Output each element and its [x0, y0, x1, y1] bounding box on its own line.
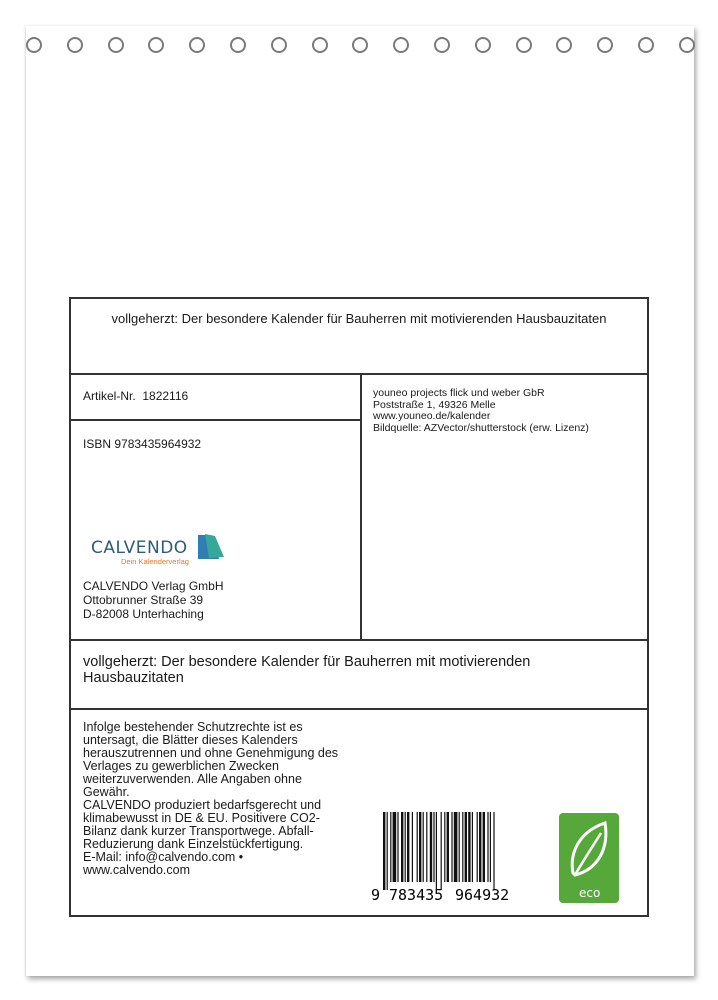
logo-tagline: Dein Kalenderverlag [121, 557, 189, 566]
calendar-title-repeat: vollgeherzt: Der besondere Kalender für Bauherren mit motivierenden Hausbauzitaten [83, 654, 531, 686]
barcode-bar [447, 812, 449, 882]
barcode-bar [468, 812, 470, 882]
binding-ring [271, 37, 287, 53]
binding-ring [516, 37, 532, 53]
binding-ring [556, 37, 572, 53]
barcode-bar [459, 812, 460, 882]
binding-ring [597, 37, 613, 53]
barcode-bar [423, 812, 424, 882]
barcode-bar [451, 812, 452, 882]
leaf-icon [572, 823, 606, 875]
legal-line: untersagt, die Blätter dieses Kalenders [83, 733, 298, 747]
article-number: Artikel-Nr. 1822116 [83, 389, 189, 403]
barcode-bar [401, 812, 403, 882]
legal-notice [83, 721, 363, 877]
divider [71, 419, 361, 421]
legal-line: Bilanz dank kurzer Transportwege. Abfall- [83, 824, 314, 838]
binding-ring [148, 37, 164, 53]
legal-line: Gewähr. [83, 785, 130, 799]
barcode-bar [444, 812, 445, 882]
legal-line: herauszutrennen und ohne Genehmigung des [83, 746, 339, 760]
binding-rings [0, 30, 718, 64]
barcode-bar [483, 812, 485, 882]
isbn-text: ISBN 9783435964932 [83, 437, 202, 451]
barcode-bar [405, 812, 406, 882]
barcode-bar [490, 812, 491, 882]
divider [360, 373, 362, 641]
barcode-bar [454, 812, 458, 882]
barcode-digits-group1: 783435 [389, 886, 444, 904]
barcode-bar [433, 812, 434, 882]
legal-line: weiterzuverwenden. Alle Angaben ohne [83, 772, 302, 786]
eco-label: eco [579, 886, 601, 900]
legal-line: CALVENDO produziert bedarfsgerecht und [83, 798, 322, 812]
logo-wordmark: CALVENDO [91, 538, 188, 558]
binding-ring [679, 37, 695, 53]
calvendo-logo [91, 532, 231, 573]
info-frame [69, 297, 649, 917]
barcode-bar [426, 812, 427, 882]
barcode-bar [397, 812, 398, 882]
binding-ring [475, 37, 491, 53]
barcode-bar [419, 812, 421, 882]
binding-ring [230, 37, 246, 53]
divider [71, 373, 647, 375]
binding-ring [393, 37, 409, 53]
barcode-bar [487, 812, 488, 882]
barcode-bar [383, 812, 385, 890]
divider [71, 708, 647, 710]
barcode-bar [407, 812, 409, 882]
binding-ring [108, 37, 124, 53]
barcode-digit-first: 9 [371, 886, 381, 904]
barcode-bar [393, 812, 397, 882]
barcode-digits-group2: 964932 [455, 886, 510, 904]
divider [71, 639, 647, 641]
barcode-bar [477, 812, 478, 882]
calendar-title: vollgeherzt: Der besondere Kalender für Bauherren mit motivierenden Hausbauzitaten [111, 311, 607, 326]
barcode-bar [493, 812, 494, 890]
barcode-bar [479, 812, 481, 882]
binding-ring [312, 37, 328, 53]
barcode-bar [390, 812, 391, 882]
binding-ring [26, 37, 42, 53]
legal-line: www.calvendo.com [83, 863, 190, 877]
barcode-bar [417, 812, 418, 882]
barcode-bar [472, 812, 473, 882]
binding-ring [189, 37, 205, 53]
legal-line: Verlages zu gewerblichen Zwecken [83, 759, 279, 773]
barcode-bar [465, 812, 467, 882]
legal-line: E-Mail: info@calvendo.com • [83, 850, 244, 864]
legal-line: Reduzierung dank Einzelstückfertigung. [83, 837, 304, 851]
author-info: youneo projects flick und weber GbR Poststraße 1, 49326 Melle www.youneo.de/kalender Bildquelle: AZVector/shutterstock (erw. Lizenz) [373, 387, 589, 434]
legal-line: Infolge bestehender Schutzrechte ist es [83, 720, 303, 734]
barcode-bar [441, 812, 442, 890]
barcode-bar [412, 812, 413, 882]
isbn-barcode [371, 812, 521, 902]
barcode-bar [462, 812, 463, 882]
binding-ring [352, 37, 368, 53]
barcode-bar [436, 812, 437, 890]
publisher-address: CALVENDO Verlag GmbH Ottobrunner Straße 39 D-82008 Unterhaching [83, 579, 224, 621]
barcode-bar [387, 812, 388, 890]
barcode-bar [430, 812, 432, 882]
binding-ring [434, 37, 450, 53]
binding-ring [67, 37, 83, 53]
binding-ring [638, 37, 654, 53]
legal-line: klimabewusst in DE & EU. Positivere CO2- [83, 811, 320, 825]
eco-badge [559, 813, 619, 903]
